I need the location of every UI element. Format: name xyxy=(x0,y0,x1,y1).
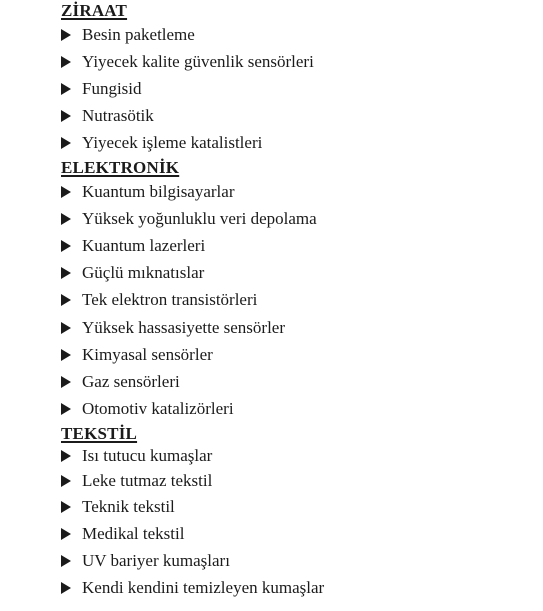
list-item-label: Tek elektron transistörleri xyxy=(82,290,258,310)
list-item-label: Leke tutmaz tekstil xyxy=(82,471,213,491)
list-item xyxy=(61,341,543,368)
triangle-bullet-icon xyxy=(61,555,71,567)
section-elektronik xyxy=(61,158,543,423)
triangle-bullet-icon xyxy=(61,322,71,334)
list-item-label: Yüksek yoğunluklu veri depolama xyxy=(82,208,317,228)
triangle-bullet-icon xyxy=(61,186,71,198)
list-item xyxy=(61,205,543,232)
list-item-label: UV bariyer kumaşları xyxy=(82,551,230,571)
list-item xyxy=(61,48,543,75)
triangle-bullet-icon xyxy=(61,582,71,594)
list-item-label: Kuantum bilgisayarlar xyxy=(82,181,235,201)
list-item xyxy=(61,102,543,129)
item-list xyxy=(61,178,543,423)
list-item-label: Teknik tekstil xyxy=(82,497,175,517)
triangle-bullet-icon xyxy=(61,450,71,462)
list-item xyxy=(61,548,543,575)
triangle-bullet-icon xyxy=(61,403,71,415)
list-item xyxy=(61,575,543,602)
triangle-bullet-icon xyxy=(61,349,71,361)
list-item-label: Yiyecek kalite güvenlik sensörleri xyxy=(82,51,314,71)
triangle-bullet-icon xyxy=(61,501,71,513)
list-item-label: Isı tutucu kumaşlar xyxy=(82,446,213,466)
list-item xyxy=(61,469,543,494)
list-item-label: Fungisid xyxy=(82,78,142,98)
list-item-label: Yiyecek işleme katalistleri xyxy=(82,132,263,152)
triangle-bullet-icon xyxy=(61,240,71,252)
list-item-label: Kuantum lazerleri xyxy=(82,235,206,255)
triangle-bullet-icon xyxy=(61,83,71,95)
triangle-bullet-icon xyxy=(61,56,71,68)
triangle-bullet-icon xyxy=(61,475,71,487)
list-item xyxy=(61,260,543,287)
list-item xyxy=(61,444,543,469)
section-heading: ZİRAAT xyxy=(61,1,128,20)
triangle-bullet-icon xyxy=(61,528,71,540)
list-item xyxy=(61,396,543,423)
list-item-label: Yüksek hassasiyette sensörler xyxy=(82,317,286,337)
list-item xyxy=(61,521,543,548)
section-tekstil xyxy=(61,424,543,602)
list-item-label: Nutrasötik xyxy=(82,105,154,125)
list-item-label: Medikal tekstil xyxy=(82,524,185,544)
list-item-label: Güçlü mıknatıslar xyxy=(82,263,205,283)
list-item xyxy=(61,494,543,521)
list-item-label: Besin paketleme xyxy=(82,24,195,44)
triangle-bullet-icon xyxy=(61,213,71,225)
triangle-bullet-icon xyxy=(61,267,71,279)
item-list xyxy=(61,444,543,602)
section-ziraat xyxy=(61,1,543,156)
section-heading: TEKSTİL xyxy=(61,423,138,443)
list-item xyxy=(61,368,543,395)
section-heading: ELEKTRONİK xyxy=(61,158,180,177)
document-page xyxy=(61,0,543,611)
list-item xyxy=(61,178,543,205)
list-item-label: Otomotiv katalizörleri xyxy=(82,399,234,419)
triangle-bullet-icon xyxy=(61,137,71,149)
list-item xyxy=(61,314,543,341)
list-item xyxy=(61,75,543,102)
list-item xyxy=(61,129,543,156)
list-item-label: Kendi kendini temizleyen kumaşlar xyxy=(82,578,325,598)
triangle-bullet-icon xyxy=(61,29,71,41)
triangle-bullet-icon xyxy=(61,110,71,122)
list-item xyxy=(61,232,543,259)
triangle-bullet-icon xyxy=(61,376,71,388)
list-item-label: Kimyasal sensörler xyxy=(82,344,213,364)
list-item-label: Gaz sensörleri xyxy=(82,371,180,391)
list-item xyxy=(61,21,543,48)
list-item xyxy=(61,287,543,314)
item-list xyxy=(61,21,543,156)
triangle-bullet-icon xyxy=(61,294,71,306)
